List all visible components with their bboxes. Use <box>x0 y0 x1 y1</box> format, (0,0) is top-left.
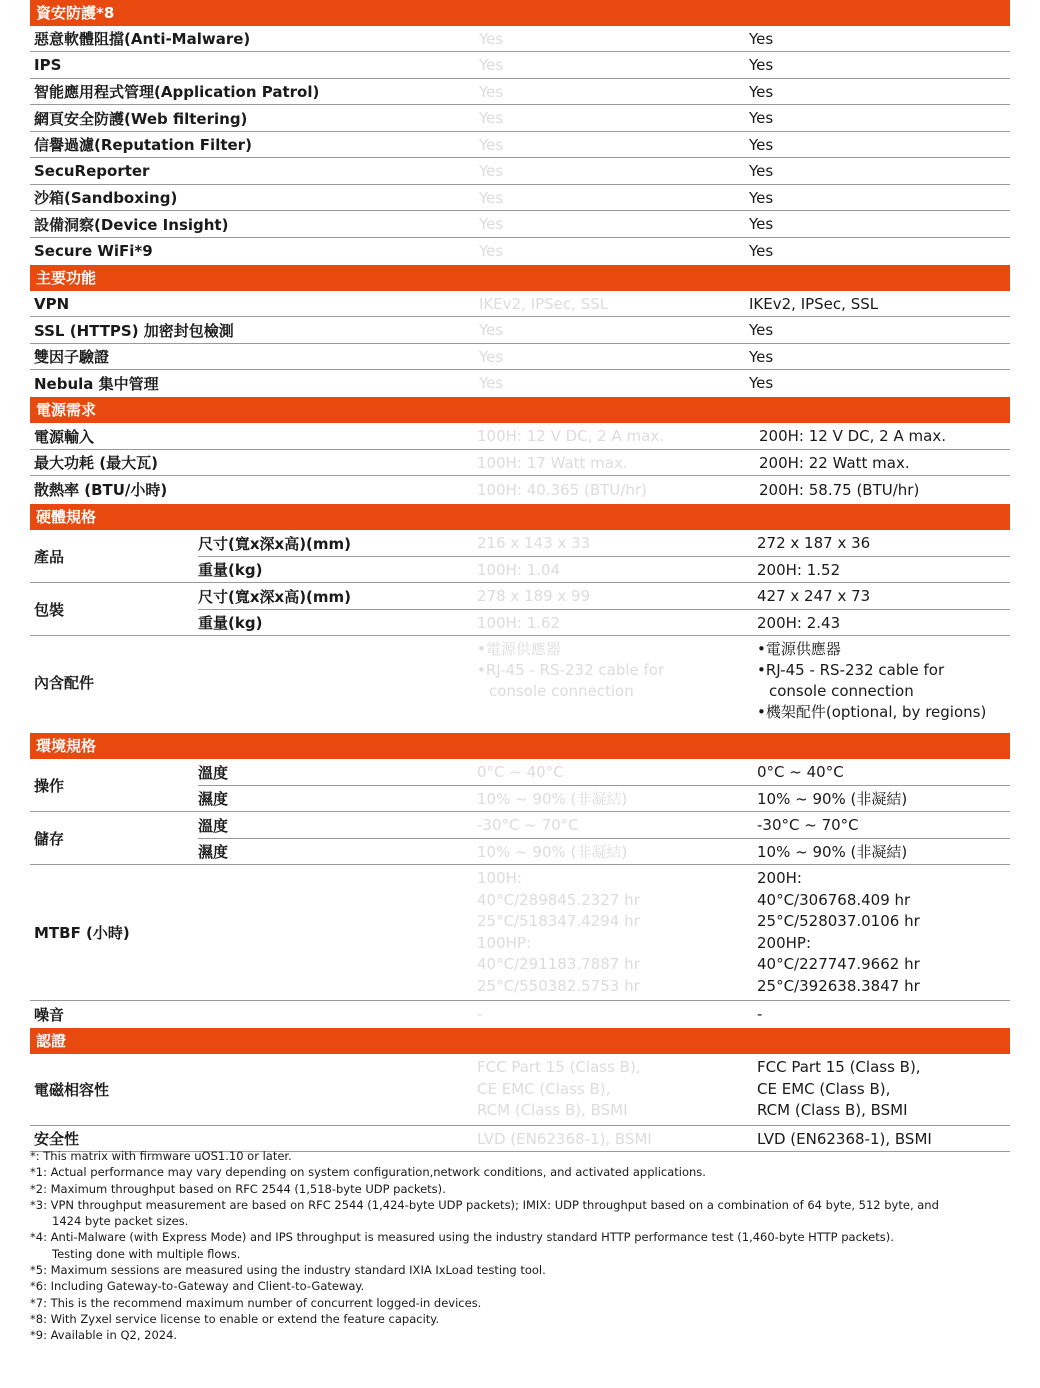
footnote: *4: Anti-Malware (with Express Mode) and IPS throughput is measured using the industry standard HTTP performance test (1,460-byte HTTP packets). <box>30 1230 894 1245</box>
row-label: 內含配件 <box>34 673 95 692</box>
row-label: 惡意軟體阻擋(Anti-Malware) <box>34 30 251 48</box>
section-header-hardware: 硬體規格 <box>30 504 1010 530</box>
table-row <box>30 317 1010 344</box>
sub-label: 濕度 <box>198 843 229 861</box>
footnote: *8: With Zyxel service license to enable or extend the feature capacity. <box>30 1311 440 1326</box>
value-200h: 200H: 1.52 <box>757 560 841 579</box>
value-100h: Yes <box>479 321 504 339</box>
group-label: 產品 <box>34 547 65 566</box>
table-row <box>30 1054 1010 1126</box>
row-label: 網頁安全防護(Web filtering) <box>34 109 248 128</box>
row-label: 設備洞察(Device Insight) <box>34 215 229 234</box>
value-200h: Yes <box>749 29 774 48</box>
value-100h: 0°C ~ 40°C <box>477 763 564 781</box>
row-label: Secure WiFi*9 <box>34 242 153 260</box>
row-label: IPS <box>34 56 62 74</box>
value-100h: 216 x 143 x 33 <box>477 534 591 552</box>
table-row <box>198 583 1010 609</box>
value-100h: Yes <box>479 29 504 48</box>
table-row <box>30 370 1010 396</box>
group-product <box>30 530 1010 583</box>
table-row <box>30 105 1010 132</box>
value-200h: Yes <box>749 82 774 101</box>
row-label: MTBF (小時) <box>34 924 130 942</box>
group-label: 儲存 <box>34 829 65 848</box>
value-200h: 200H: 58.75 (BTU/hr) <box>759 480 920 499</box>
table-row <box>30 865 1010 1001</box>
row-label: 電磁相容性 <box>34 1081 110 1099</box>
value-200h: • 電源供應器 • RJ-45 - RS-232 cable for console connection • 機架配件(optional, by regions) <box>743 636 1010 728</box>
section-header-security: 資安防護*8 <box>30 0 1010 26</box>
value-100h: 100H: 17 Watt max. <box>477 453 628 472</box>
value-200h: 200H: 40°C/306768.409 hr 25°C/528037.0106 hr 200HP: 40°C/227747.9662 hr 25°C/392638.3847 hr <box>757 869 920 995</box>
sub-label: 尺寸(寬x深x高)(mm) <box>198 587 352 606</box>
table-row <box>198 609 1010 635</box>
value-200h: Yes <box>749 374 774 392</box>
value-100h: 100H: 12 V DC, 2 A max. <box>477 427 664 445</box>
table-row <box>30 211 1010 238</box>
value-100h: - <box>477 1005 483 1023</box>
value-100h: -30°C ~ 70°C <box>477 816 579 834</box>
value-100h: Yes <box>479 374 504 392</box>
footnote: Testing done with multiple flows. <box>52 1246 241 1261</box>
value-200h: Yes <box>749 242 774 260</box>
row-label: 電源輸入 <box>34 427 95 446</box>
footnote: *6: Including Gateway-to-Gateway and Client-to-Gateway. <box>30 1279 365 1294</box>
sub-label: 重量(kg) <box>198 614 263 632</box>
value-200h: -30°C ~ 70°C <box>757 816 859 834</box>
value-100h: 10% ~ 90% (非凝結) <box>477 790 628 808</box>
row-label: Nebula 集中管理 <box>34 374 159 393</box>
row-label: 最大功耗 (最大瓦) <box>34 454 158 472</box>
footnote: *1: Actual performance may vary depending on system configuration,network conditions, and activated applications. <box>30 1165 706 1180</box>
table-row <box>198 812 1010 838</box>
value-100h: 100H: 1.62 <box>477 613 561 632</box>
value-200h: 427 x 247 x 73 <box>757 587 871 605</box>
table-row <box>30 423 1010 450</box>
footnote: *: This matrix with firmware uOS1.10 or later. <box>30 1149 292 1163</box>
value-200h: 10% ~ 90% (非凝結) <box>757 843 908 861</box>
footnote: *9: Available in Q2, 2024. <box>30 1328 178 1343</box>
row-label: 噪音 <box>34 1005 65 1024</box>
value-100h: Yes <box>479 242 504 260</box>
value-100h: 278 x 189 x 99 <box>477 587 591 605</box>
row-label: 散熱率 (BTU/小時) <box>34 481 168 499</box>
table-row <box>30 476 1010 503</box>
group-operating <box>30 759 1010 812</box>
value-200h: Yes <box>749 188 774 207</box>
value-100h: Yes <box>479 215 504 233</box>
value-100h: 100H: 40.365 (BTU/hr) <box>477 480 647 499</box>
value-200h: IKEv2, IPSec, SSL <box>749 294 879 313</box>
value-100h: Yes <box>479 135 504 154</box>
value-100h: Yes <box>479 347 504 366</box>
table-row <box>198 556 1010 582</box>
value-200h: Yes <box>749 109 774 127</box>
value-100h: IKEv2, IPSec, SSL <box>479 294 609 313</box>
section-header-features: 主要功能 <box>30 265 1010 291</box>
table-row <box>198 530 1010 556</box>
footnote: *7: This is the recommend maximum number of concurrent logged-in devices. <box>30 1295 482 1310</box>
value-200h: 200H: 2.43 <box>757 613 841 632</box>
value-100h: Yes <box>479 162 504 180</box>
value-200h: Yes <box>749 215 774 233</box>
value-100h: Yes <box>479 56 504 74</box>
value-100h: 100H: 40°C/289845.2327 hr 25°C/518347.4294 hr 100HP: 40°C/291183.7887 hr 25°C/550382.5753 hr <box>477 869 640 995</box>
value-200h: Yes <box>749 162 774 180</box>
value-100h: 10% ~ 90% (非凝結) <box>477 843 628 861</box>
table-row <box>198 759 1010 785</box>
value-100h: Yes <box>479 109 504 127</box>
value-200h: 200H: 22 Watt max. <box>759 453 910 472</box>
table-row <box>30 450 1010 476</box>
spec-table <box>30 0 1010 1152</box>
table-row <box>198 838 1010 864</box>
row-label: SecuReporter <box>34 162 150 180</box>
value-100h: FCC Part 15 (Class B), CE EMC (Class B), RCM (Class B), BSMI <box>477 1058 641 1120</box>
row-label: 智能應用程式管理(Application Patrol) <box>34 83 320 101</box>
value-200h: Yes <box>749 321 774 339</box>
section-header-certification: 認證 <box>30 1028 1010 1054</box>
sub-label: 重量(kg) <box>198 561 263 579</box>
table-row <box>198 785 1010 811</box>
value-200h: FCC Part 15 (Class B), CE EMC (Class B), RCM (Class B), BSMI <box>757 1058 921 1120</box>
value-200h: LVD (EN62368-1), BSMI <box>757 1129 932 1148</box>
table-row <box>30 79 1010 105</box>
value-100h: • 電源供應器 • RJ-45 - RS-232 cable for console connection <box>473 636 743 728</box>
table-row <box>30 1001 1010 1027</box>
footnotes <box>30 1148 1010 1344</box>
value-200h: 200H: 12 V DC, 2 A max. <box>759 427 946 445</box>
footnote: *3: VPN throughput measurement are based on RFC 2544 (1,424-byte UDP packets); IMIX: UDP throughput based on a combination of 64 byte, 512 byte, and <box>30 1197 939 1212</box>
table-row <box>30 132 1010 158</box>
value-200h: 0°C ~ 40°C <box>757 763 844 781</box>
value-200h: 272 x 187 x 36 <box>757 534 871 552</box>
row-label: 雙因子驗證 <box>34 348 110 366</box>
section-header-environment: 環境規格 <box>30 733 1010 759</box>
row-label: 信譽過濾(Reputation Filter) <box>34 136 252 154</box>
row-label: 沙箱(Sandboxing) <box>34 189 178 207</box>
table-row <box>30 238 1010 264</box>
value-200h: Yes <box>749 135 774 154</box>
sub-label: 濕度 <box>198 790 229 808</box>
row-label: VPN <box>34 294 70 313</box>
group-label: 操作 <box>34 776 65 795</box>
table-row <box>30 291 1010 317</box>
value-100h: LVD (EN62368-1), BSMI <box>477 1129 652 1148</box>
table-row <box>30 26 1010 52</box>
table-row <box>30 344 1010 370</box>
table-row <box>30 52 1010 79</box>
footnote: 1424 byte packet sizes. <box>52 1214 189 1229</box>
table-row <box>30 185 1010 211</box>
section-header-power: 電源需求 <box>30 397 1010 423</box>
group-label: 包裝 <box>34 600 65 619</box>
footnote: *2: Maximum throughput based on RFC 2544 (1,518-byte UDP packets). <box>30 1181 446 1196</box>
value-100h: Yes <box>479 82 504 101</box>
value-100h: Yes <box>479 188 504 207</box>
row-label: 安全性 <box>34 1130 80 1148</box>
value-200h: - <box>757 1005 763 1023</box>
sub-label: 溫度 <box>198 816 229 835</box>
row-label: SSL (HTTPS) 加密封包檢測 <box>34 321 234 340</box>
sub-label: 溫度 <box>198 763 229 782</box>
value-200h: Yes <box>749 347 774 366</box>
sub-label: 尺寸(寬x深x高)(mm) <box>198 534 352 553</box>
table-row <box>30 636 1010 728</box>
value-200h: 10% ~ 90% (非凝結) <box>757 790 908 808</box>
value-100h: 100H: 1.04 <box>477 560 561 579</box>
group-storage <box>30 812 1010 865</box>
footnote: *5: Maximum sessions are measured using the industry standard IXIA IxLoad testing tool. <box>30 1263 546 1278</box>
table-row <box>30 158 1010 185</box>
group-package <box>30 583 1010 636</box>
value-200h: Yes <box>749 56 774 74</box>
